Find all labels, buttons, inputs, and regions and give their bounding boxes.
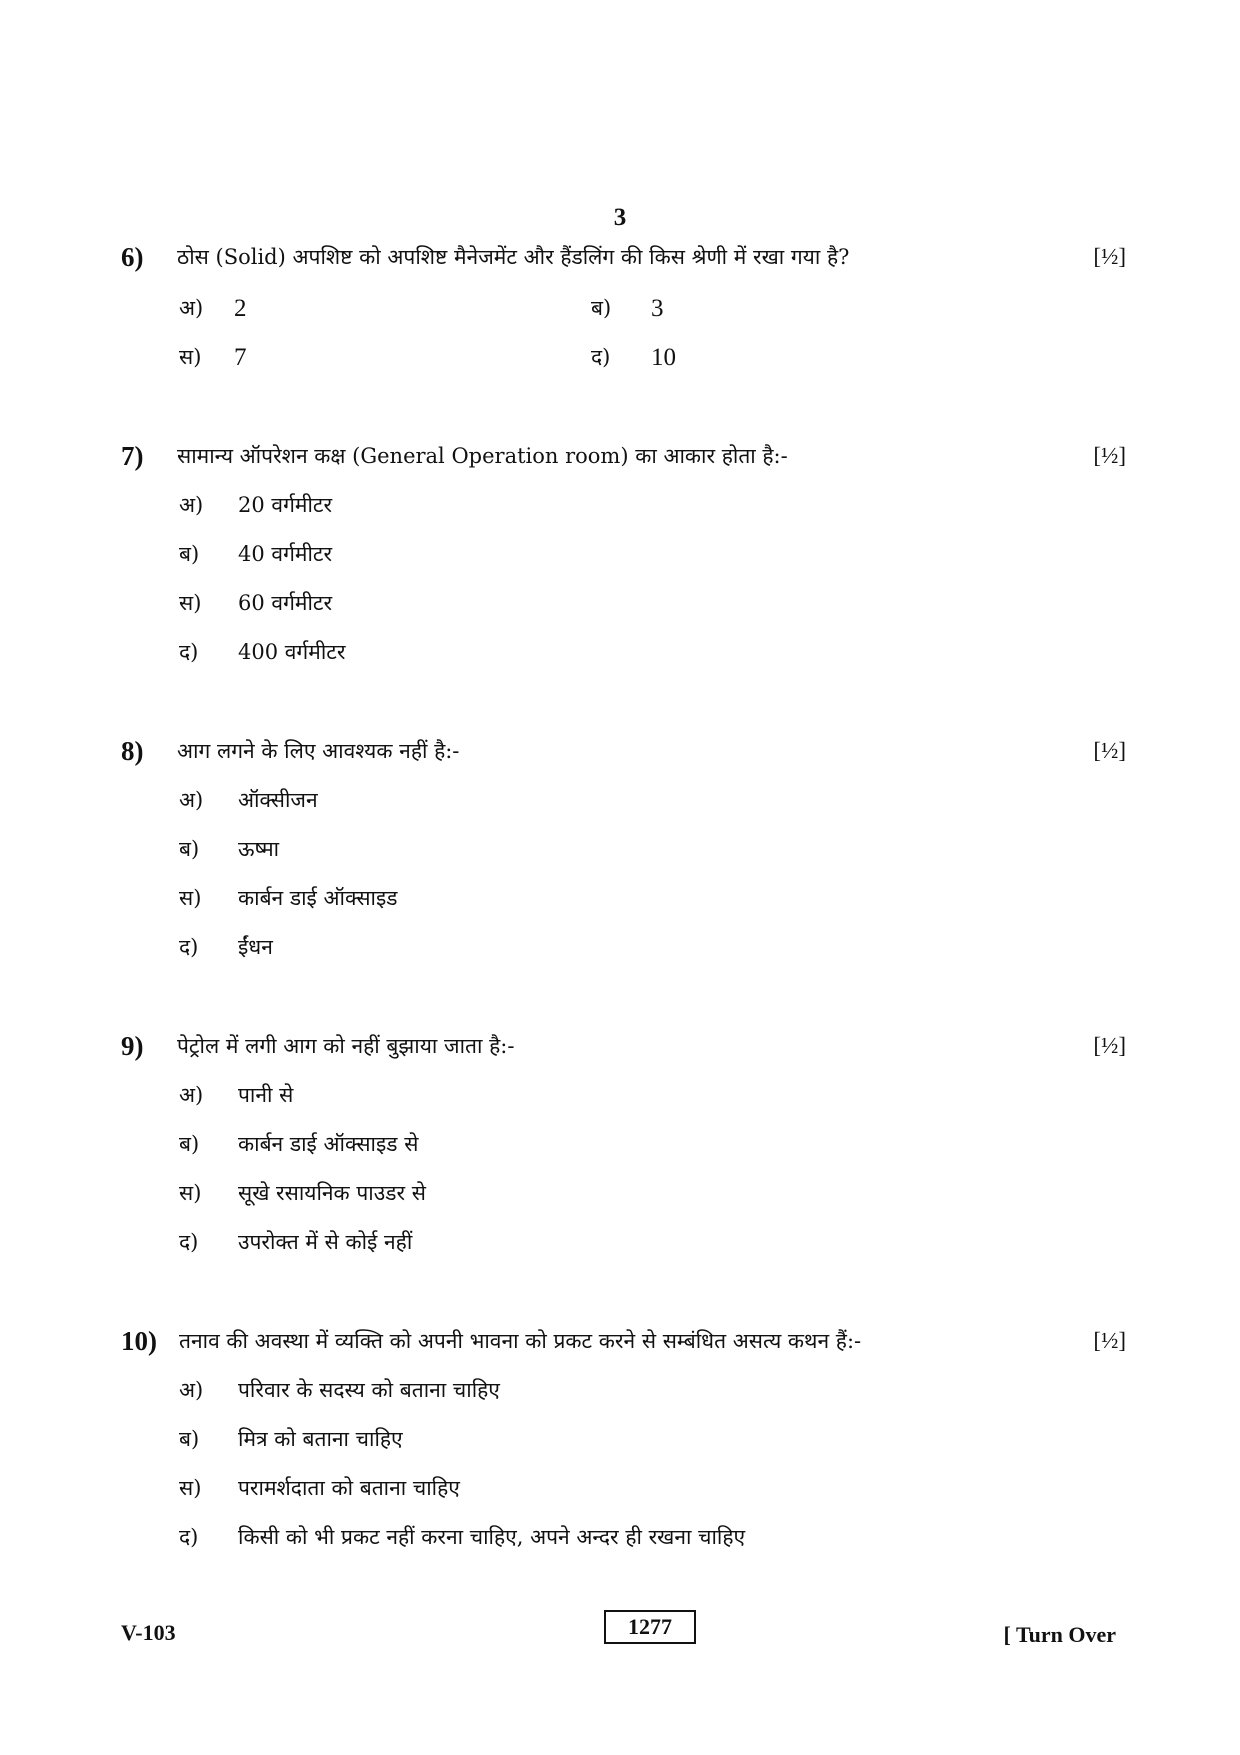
- option: [121, 481, 1126, 530]
- question-text: तनाव की अवस्था में व्यक्ति को अपनी भावना को प्रकट करने से सम्बंधित असत्य कथन हैं:-: [179, 1329, 862, 1353]
- question-number: 9): [121, 1031, 144, 1061]
- option-text: ऑक्सीजन: [238, 788, 318, 812]
- question-marks: [½]: [1093, 244, 1126, 269]
- option-label: द): [179, 640, 199, 664]
- option-label: अ): [179, 1083, 204, 1107]
- option-text: मित्र को बताना चाहिए: [238, 1427, 403, 1451]
- option-text: 40 वर्गमीटर: [238, 542, 333, 566]
- option-text: 7: [234, 344, 247, 371]
- option: [121, 1071, 1126, 1120]
- option-label: स): [179, 345, 202, 369]
- option-text: सूखे रसायनिक पाउडर से: [238, 1181, 426, 1205]
- question-number: 8): [121, 736, 144, 766]
- option-text: पानी से: [238, 1083, 294, 1107]
- option-label: ब): [591, 296, 612, 320]
- question-number: 10): [121, 1326, 157, 1356]
- question-header: [121, 437, 1126, 477]
- option: [121, 874, 1126, 923]
- option-label: अ): [179, 788, 204, 812]
- question-7: [121, 437, 1126, 677]
- option-text: 10: [651, 344, 676, 371]
- option-row: [121, 284, 1126, 333]
- option-text: कार्बन डाई ऑक्साइड: [238, 886, 398, 910]
- question-header: [121, 732, 1126, 772]
- option-text: किसी को भी प्रकट नहीं करना चाहिए, अपने अन्दर ही रखना चाहिए: [238, 1525, 746, 1549]
- option-label: स): [179, 1476, 202, 1500]
- question-10: [121, 1322, 1126, 1562]
- question-8: [121, 732, 1126, 972]
- question-number: 7): [121, 441, 144, 471]
- question-text: ठोस (Solid) अपशिष्ट को अपशिष्ट मैनेजमेंट और हैंडलिंग की किस श्रेणी में रखा गया है?: [177, 245, 850, 269]
- option-label: द): [179, 1230, 199, 1254]
- option: [121, 776, 1126, 825]
- option-text: कार्बन डाई ऑक्साइड से: [238, 1132, 419, 1156]
- option: [121, 579, 1126, 628]
- question-text: सामान्य ऑपरेशन कक्ष (General Operation room) का आकार होता है:-: [177, 444, 788, 468]
- option-text: 3: [651, 295, 664, 322]
- option: [121, 923, 1126, 972]
- question-6: [121, 238, 1126, 382]
- option: [121, 825, 1126, 874]
- option: [121, 628, 1126, 677]
- paper-code: V-103: [121, 1620, 176, 1645]
- option-text: 20 वर्गमीटर: [238, 493, 333, 517]
- question-text: आग लगने के लिए आवश्यक नहीं है:-: [177, 739, 460, 763]
- option-label: द): [591, 345, 611, 369]
- option-label: ब): [179, 1132, 200, 1156]
- option: [121, 1218, 1126, 1267]
- option-label: अ): [179, 493, 204, 517]
- option-text: ऊष्मा: [238, 837, 280, 861]
- option-text: परिवार के सदस्य को बताना चाहिए: [238, 1378, 500, 1402]
- question-marks: [½]: [1093, 443, 1126, 468]
- option-label: द): [179, 1525, 199, 1549]
- question-text: पेट्रोल में लगी आग को नहीं बुझाया जाता है:-: [177, 1034, 515, 1058]
- option: [121, 1415, 1126, 1464]
- option: [121, 530, 1126, 579]
- turn-over-label: [ Turn Over: [1003, 1622, 1116, 1647]
- option-label: स): [179, 591, 202, 615]
- question-marks: [½]: [1093, 738, 1126, 763]
- page-number: 3: [613, 204, 627, 231]
- question-header: [121, 1027, 1126, 1067]
- question-header: [121, 238, 1126, 278]
- option-text: 2: [234, 295, 247, 322]
- question-marks: [½]: [1093, 1033, 1126, 1058]
- option: [121, 1513, 1126, 1562]
- option-label: ब): [179, 837, 200, 861]
- option-row: [121, 333, 1126, 382]
- option: [121, 1120, 1126, 1169]
- question-number: 6): [121, 242, 144, 272]
- option-label: ब): [179, 542, 200, 566]
- option-label: ब): [179, 1427, 200, 1451]
- option: [121, 1366, 1126, 1415]
- option-label: द): [179, 935, 199, 959]
- option: [121, 1464, 1126, 1513]
- option-label: अ): [179, 296, 204, 320]
- option: [121, 1169, 1126, 1218]
- question-header: [121, 1322, 1126, 1362]
- option-label: स): [179, 886, 202, 910]
- question-9: [121, 1027, 1126, 1267]
- option-label: स): [179, 1181, 202, 1205]
- option-text: ईंधन: [238, 935, 273, 959]
- option-label: अ): [179, 1378, 204, 1402]
- question-marks: [½]: [1093, 1328, 1126, 1353]
- option-text: उपरोक्त में से कोई नहीं: [238, 1230, 413, 1254]
- option-text: परामर्शदाता को बताना चाहिए: [238, 1476, 460, 1500]
- option-text: 60 वर्गमीटर: [238, 591, 333, 615]
- option-text: 400 वर्गमीटर: [238, 640, 346, 664]
- boxed-page-code: 1277: [604, 1610, 696, 1644]
